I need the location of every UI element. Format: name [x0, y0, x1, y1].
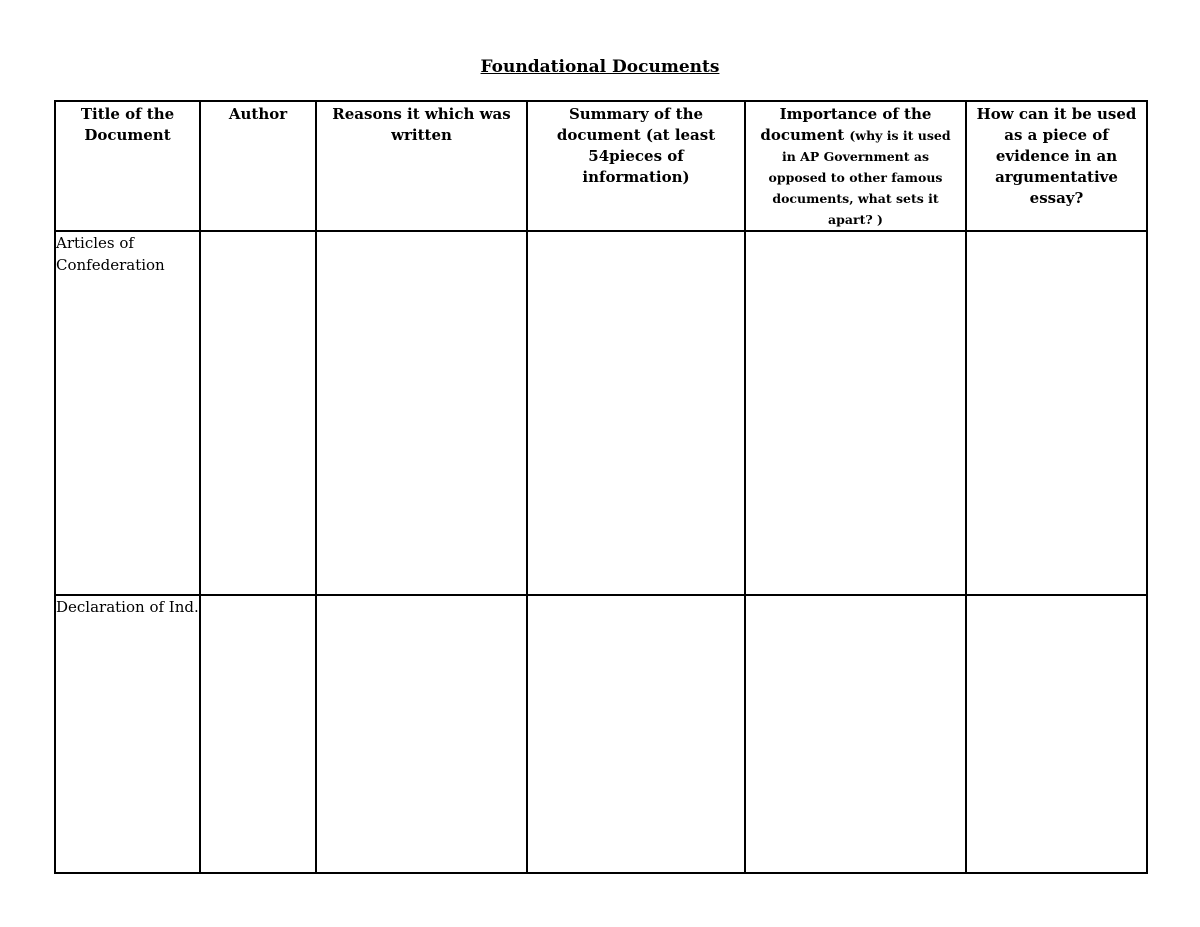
- author-cell[interactable]: [200, 231, 316, 595]
- header-label: Importance of the document: [760, 105, 932, 144]
- header-author: [200, 101, 316, 231]
- header-importance-detail: (why is it used in AP Government as opposed to other famous documents, what sets it apart? ): [768, 128, 951, 227]
- author-cell[interactable]: [200, 595, 316, 873]
- header-label: How can it be used as a piece of evidence in an argumentative essay?: [976, 105, 1137, 207]
- row-title-cell: Declaration of Ind.: [55, 595, 200, 873]
- header-label: Reasons it which was written: [332, 105, 511, 144]
- evidence-cell[interactable]: [966, 231, 1147, 595]
- header-summary: [527, 101, 745, 231]
- header-label: Author: [228, 105, 288, 123]
- table-row: [55, 595, 1147, 873]
- foundational-documents-table: [54, 100, 1148, 874]
- summary-cell[interactable]: [527, 231, 745, 595]
- header-importance: [745, 101, 966, 231]
- evidence-cell[interactable]: [966, 595, 1147, 873]
- header-label: Summary of the document (at least 54pieces of information): [556, 105, 716, 186]
- page-title: Foundational Documents: [480, 57, 720, 77]
- reasons-cell[interactable]: [316, 231, 527, 595]
- header-label: Title of the Document: [80, 105, 175, 144]
- summary-cell[interactable]: [527, 595, 745, 873]
- header-evidence-use: [966, 101, 1147, 231]
- header-title-of-document: [55, 101, 200, 231]
- table-header-row: [55, 101, 1147, 231]
- importance-cell[interactable]: [745, 231, 966, 595]
- row-title-cell: Articles of Confederation: [55, 231, 200, 595]
- header-reasons-written: [316, 101, 527, 231]
- importance-cell[interactable]: [745, 595, 966, 873]
- table-row: [55, 231, 1147, 595]
- reasons-cell[interactable]: [316, 595, 527, 873]
